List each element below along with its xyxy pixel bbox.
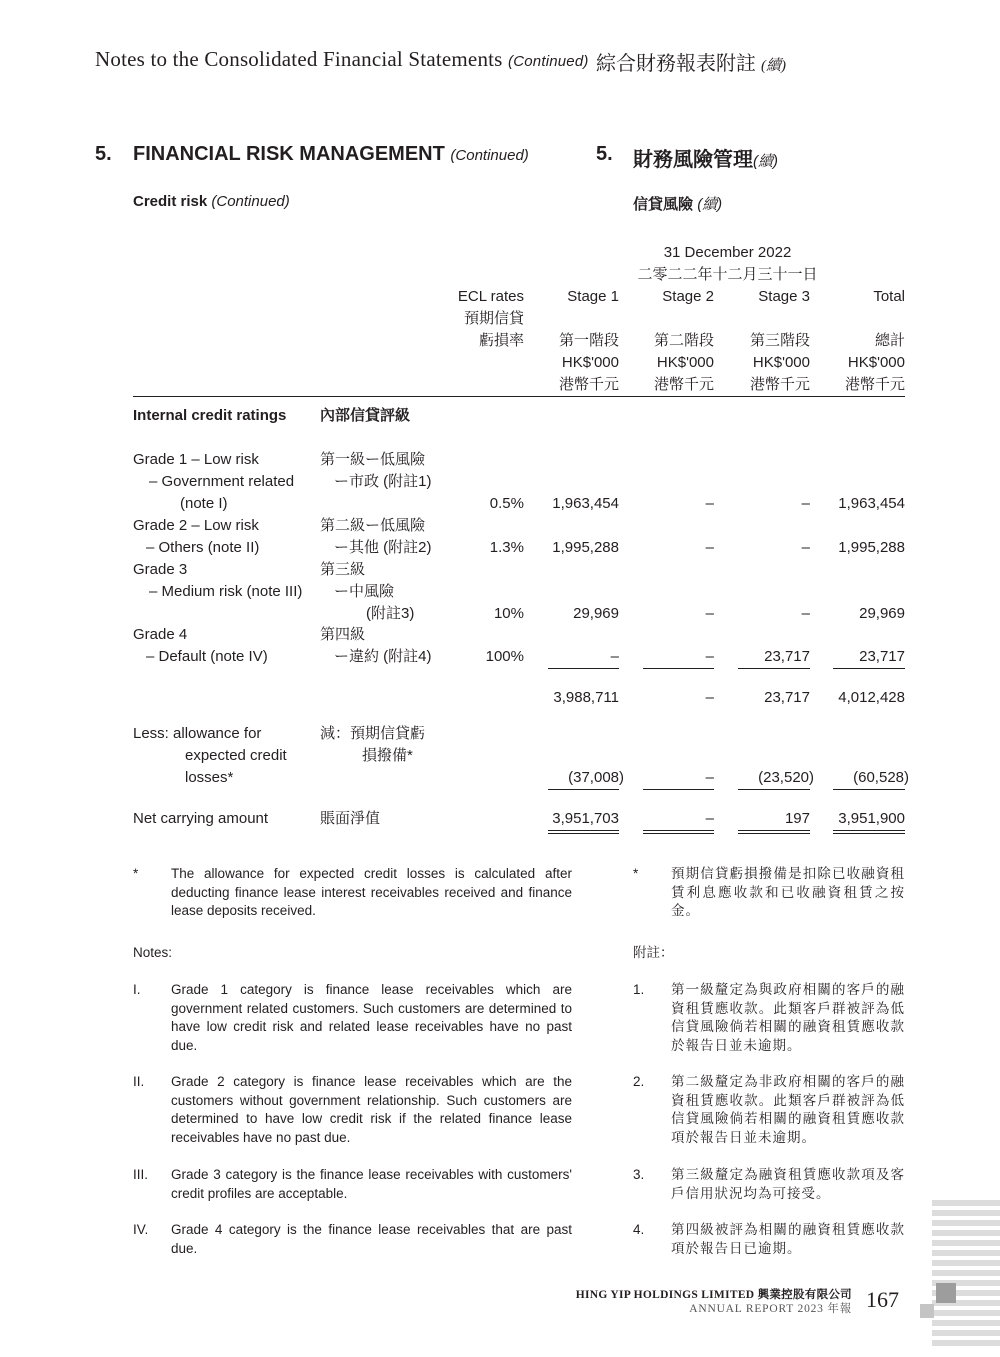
grade1-label-zh-1: 第一級ー低風險 — [320, 451, 426, 468]
col-stage3-unit-zh: 港幣千元 — [749, 376, 810, 393]
grade4-stage2: – — [705, 648, 714, 665]
allowance-rule-stage2 — [643, 789, 714, 790]
col-stage1-unit: HK$'000 — [561, 354, 619, 371]
note-3-mark-zh: 3. — [633, 1167, 645, 1182]
col-total-unit-zh: 港幣千元 — [844, 376, 905, 393]
net-stage2: – — [705, 810, 714, 827]
grade2-label-zh-1: 第二級ー低風險 — [320, 517, 426, 534]
grade2-stage1: 1,995,288 — [552, 539, 619, 556]
section-title-zh — [633, 143, 778, 172]
grade1-stage2: – — [705, 495, 714, 512]
subtotal-rule-stage3 — [738, 668, 810, 669]
subtotal-rule-stage1 — [548, 668, 619, 669]
note-2-text-zh: 第二級釐定為非政府相關的客戶的融資租賃應收款。此類客戶群被評為低信貸風險倘若相關的融資租賃應收款項於報告日並未逾期。 — [671, 1074, 905, 1145]
grade3-label-zh-2: ー中風險 — [334, 583, 395, 600]
net-double-rule-total — [833, 830, 905, 834]
section-continued-zh: (續) — [753, 153, 778, 170]
col-stage1-en: Stage 1 — [567, 288, 619, 305]
net-total: 3,951,900 — [838, 810, 905, 827]
note-3-text-zh: 第三級釐定為融資租賃應收款項及客戶信用狀況均為可接受。 — [671, 1167, 905, 1201]
subsection-continued-en: (Continued) — [211, 193, 290, 210]
subsection-title-en — [133, 193, 290, 210]
allowance-label-en-3: losses* — [185, 769, 234, 786]
col-ecl-en: ECL rates — [457, 288, 524, 305]
table-date-zh: 二零二二年十二月三十一日 — [637, 266, 818, 283]
grade1-label-en-3: (note I) — [180, 495, 228, 512]
grade2-label-en-1: Grade 2 – Low risk — [133, 517, 259, 534]
allowance-stage3: (23,520) — [758, 769, 814, 786]
note-4-mark-zh: 4. — [633, 1222, 645, 1237]
col-stage2-unit: HK$'000 — [656, 354, 714, 371]
grade4-label-zh-1: 第四級 — [320, 626, 366, 643]
grade3-label-en-2: – Medium risk (note III) — [149, 583, 303, 600]
net-double-rule-stage2 — [643, 830, 714, 834]
grade2-stage2: – — [705, 539, 714, 556]
col-total-zh: 總計 — [874, 332, 905, 349]
grade4-ecl: 100% — [485, 648, 524, 665]
notes-title-zh: 附註： — [633, 945, 674, 960]
grade2-stage3: – — [801, 539, 810, 556]
allowance-rule-total — [833, 789, 905, 790]
subtotal-stage3: 23,717 — [764, 689, 810, 706]
page-header-en — [95, 47, 589, 72]
ratings-header-zh: 內部信貸評級 — [320, 407, 411, 424]
col-stage1-unit-zh: 港幣千元 — [558, 376, 619, 393]
footnote-text-zh: 預期信貸虧損撥備是扣除已收融資租賃利息應收款和已收融資租賃之按金。 — [671, 866, 905, 918]
note-1-text-en: Grade 1 category is finance lease receivables which are government related customers. Such customers are determined to have low credit risk and related lease receivables have no past due. — [171, 982, 572, 1053]
ratings-header-en: Internal credit ratings — [133, 407, 287, 424]
subsection-continued-zh: (續) — [697, 196, 723, 213]
net-label-en: Net carrying amount — [133, 810, 269, 827]
allowance-label-en-2: expected credit — [185, 747, 287, 764]
grade1-label-en-2: – Government related — [149, 473, 295, 490]
grade4-label-zh-2: ー違約 (附註4) — [334, 648, 432, 665]
note-3-mark-en: III. — [133, 1167, 149, 1182]
allowance-stage2: – — [705, 769, 714, 786]
col-stage1-zh: 第一階段 — [558, 332, 619, 349]
grade1-stage1: 1,963,454 — [552, 495, 619, 512]
grade1-label-zh-2: ー市政 (附註1) — [334, 473, 432, 490]
subtotal-rule-total — [833, 668, 905, 669]
grade3-label-en-1: Grade 3 — [133, 561, 188, 578]
footer-company: HING YIP HOLDINGS LIMITED 興業控股有限公司 — [575, 1289, 852, 1301]
col-stage3-unit: HK$'000 — [752, 354, 810, 371]
note-4-text-zh: 第四級被評為相關的融資租賃應收款項於報告日已逾期。 — [671, 1222, 905, 1256]
footnote-mark-zh: * — [633, 866, 639, 881]
grade1-ecl: 0.5% — [489, 495, 524, 512]
allowance-label-zh-2: 損撥備* — [362, 747, 413, 764]
net-double-rule-stage3 — [738, 830, 810, 834]
allowance-label-en-1: Less: allowance for — [133, 725, 262, 742]
note-1-mark-zh: 1. — [633, 982, 645, 997]
grade2-label-zh-2: ー其他 (附註2) — [334, 539, 432, 556]
grade2-ecl: 1.3% — [489, 539, 524, 556]
header-title-en: Notes to the Consolidated Financial Statements — [95, 47, 503, 71]
subtotal-total: 4,012,428 — [838, 689, 905, 706]
footnote-mark-en: * — [133, 866, 139, 881]
section-number-en: 5. — [95, 143, 112, 165]
grade2-label-en-2: – Others (note II) — [146, 539, 260, 556]
allowance-rule-stage1 — [548, 789, 619, 790]
grade3-ecl: 10% — [493, 605, 524, 622]
notes-title-en: Notes: — [133, 945, 173, 960]
subsection-title-en-text: Credit risk — [133, 193, 208, 210]
col-stage3-en: Stage 3 — [758, 288, 810, 305]
grade4-stage1: – — [610, 648, 619, 665]
allowance-stage1: (37,008) — [568, 769, 624, 786]
note-2-mark-zh: 2. — [633, 1074, 645, 1089]
header-continued-zh: (續) — [761, 58, 786, 74]
note-1-text-zh: 第一級釐定為與政府相關的客戶的融資租賃應收款。此類客戶群被評為低信貸風險倘若相關的融資租賃應收款於報告日並未逾期。 — [671, 982, 905, 1053]
section-number-zh: 5. — [596, 143, 613, 165]
net-double-rule-stage1 — [548, 830, 619, 834]
allowance-rule-stage3 — [738, 789, 810, 790]
col-stage3-zh: 第三階段 — [749, 332, 810, 349]
table-header-rule — [133, 396, 905, 397]
note-1-mark-en: I. — [133, 982, 141, 997]
header-continued-en: (Continued) — [508, 53, 589, 70]
subtotal-rule-stage2 — [643, 668, 714, 669]
note-4-text-en: Grade 4 category is the finance lease receivables that are past due. — [171, 1222, 572, 1256]
grade3-stage2: – — [705, 605, 714, 622]
section-title-en — [133, 143, 529, 166]
col-ecl-zh-2: 虧損率 — [478, 332, 524, 349]
col-stage2-unit-zh: 港幣千元 — [653, 376, 714, 393]
col-total-unit: HK$'000 — [847, 354, 905, 371]
grade3-label-zh-1: 第三級 — [320, 561, 366, 578]
grade4-label-en-1: Grade 4 — [133, 626, 188, 643]
footer-report: ANNUAL REPORT 2023 年報 — [689, 1303, 852, 1315]
grade2-total: 1,995,288 — [838, 539, 905, 556]
grade1-label-en-1: Grade 1 – Low risk — [133, 451, 259, 468]
grade4-stage3: 23,717 — [764, 648, 810, 665]
grade1-stage3: – — [801, 495, 810, 512]
subsection-title-zh — [633, 193, 722, 214]
col-stage2-en: Stage 2 — [662, 288, 714, 305]
col-stage2-zh: 第二階段 — [653, 332, 714, 349]
section-title-en-text: FINANCIAL RISK MANAGEMENT — [133, 143, 445, 165]
section-continued-en: (Continued) — [450, 147, 529, 164]
note-2-mark-en: II. — [133, 1074, 145, 1089]
net-stage3: 197 — [784, 810, 810, 827]
header-title-zh: 綜合財務報表附註 — [596, 53, 756, 75]
subtotal-stage1: 3,988,711 — [553, 689, 619, 706]
grade3-total: 29,969 — [859, 605, 905, 622]
note-3-text-en: Grade 3 category is the finance lease receivables with customers' credit profiles are acceptable. — [171, 1167, 572, 1201]
net-stage1: 3,951,703 — [552, 810, 619, 827]
net-label-zh: 賬面淨值 — [320, 810, 381, 827]
grade3-label-zh-3: (附註3) — [366, 605, 415, 622]
col-total-en: Total — [873, 288, 905, 305]
grade1-total: 1,963,454 — [838, 495, 905, 512]
footnote-text-en: The allowance for expected credit losses is calculated after deducting finance lease interest receivables received and finance lease deposits received. — [171, 866, 572, 918]
allowance-label-zh-1: 減：預期信貸虧 — [320, 725, 426, 742]
page-header-zh — [596, 47, 786, 76]
note-4-mark-en: IV. — [133, 1222, 149, 1237]
subtotal-stage2: – — [705, 689, 714, 706]
note-2-text-en: Grade 2 category is finance lease receivables which are the customers without government relationship. Such customers are determined to have low credit risk if the related finance lease receivables have no past due. — [171, 1074, 572, 1145]
grade4-label-en-2: – Default (note IV) — [146, 648, 268, 665]
col-ecl-zh-1: 預期信貸 — [463, 310, 524, 327]
subsection-title-zh-text: 信貸風險 — [633, 196, 694, 213]
table-date-en: 31 December 2022 — [663, 244, 792, 261]
grade4-total: 23,717 — [859, 648, 905, 665]
grade3-stage1: 29,969 — [573, 605, 619, 622]
grade3-stage3: – — [801, 605, 810, 622]
allowance-total: (60,528) — [853, 769, 909, 786]
section-title-zh-text: 財務風險管理 — [633, 149, 753, 171]
page-number: 167 — [866, 1287, 899, 1312]
